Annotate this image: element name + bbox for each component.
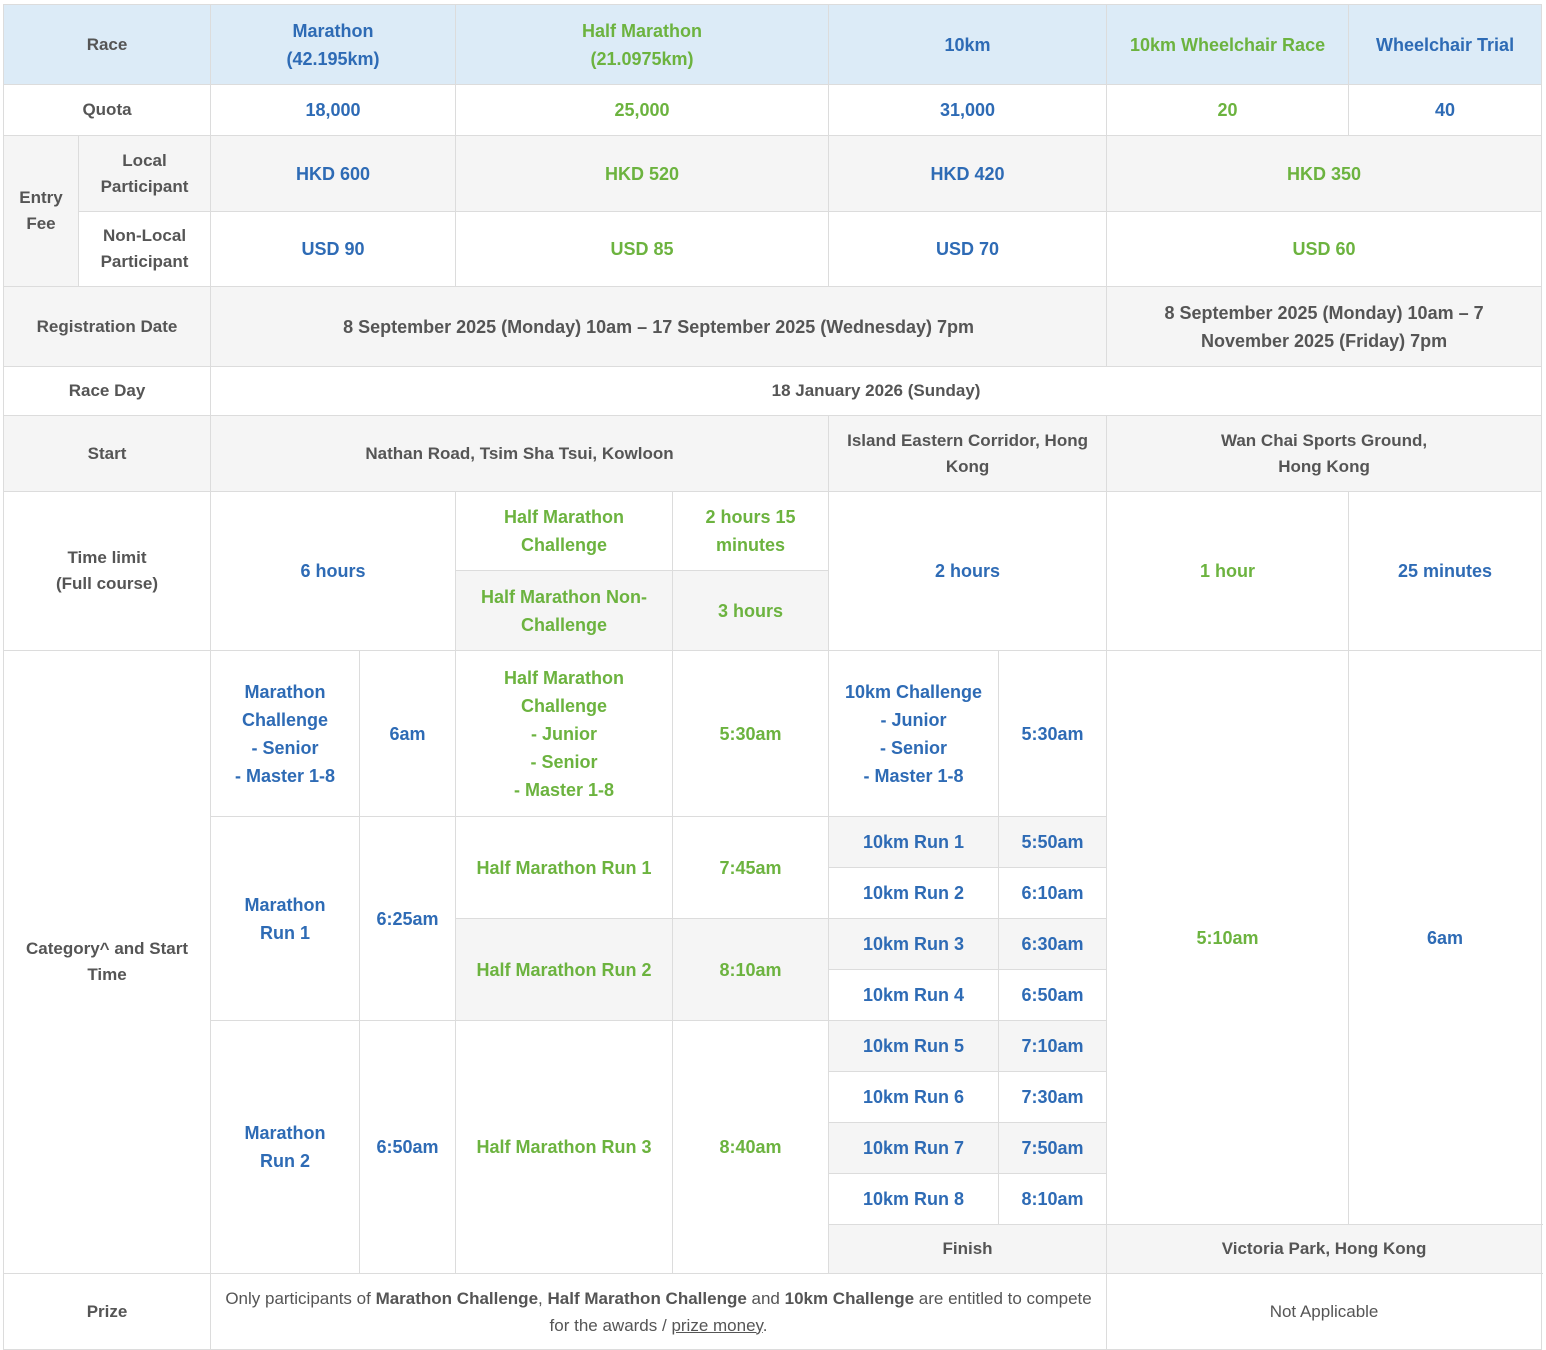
10km-challenge-time: 5:30am bbox=[999, 651, 1107, 817]
wheelchair-start-time: 5:10am bbox=[1107, 651, 1349, 1225]
half-run-3-category: Half Marathon Run 3 bbox=[456, 1021, 673, 1274]
10km-run-2-time: 6:10am bbox=[999, 868, 1107, 919]
10km-run-6-category: 10km Run 6 bbox=[829, 1072, 999, 1123]
half-run-2-time: 8:10am bbox=[673, 919, 829, 1021]
marathon-challenge-category: Marathon Challenge - Senior - Master 1-8 bbox=[211, 651, 360, 817]
race-day-value: 18 January 2026 (Sunday) bbox=[211, 367, 1542, 416]
start-label: Start bbox=[4, 416, 211, 492]
entry-fee-label: Entry Fee bbox=[4, 136, 79, 287]
wheelchair-race-header: 10km Wheelchair Race bbox=[1107, 5, 1349, 85]
time-limit-row-1 bbox=[4, 492, 1542, 571]
time-limit-10km: 2 hours bbox=[829, 492, 1107, 651]
10km-run-5-category: 10km Run 5 bbox=[829, 1021, 999, 1072]
finish-value: Victoria Park, Hong Kong bbox=[1107, 1225, 1542, 1274]
header-row bbox=[4, 5, 1542, 85]
time-limit-wheelchair: 1 hour bbox=[1107, 492, 1349, 651]
half-challenge-label: Half Marathon Challenge bbox=[456, 492, 673, 571]
10km-run-7-time: 7:50am bbox=[999, 1123, 1107, 1174]
quota-label: Quota bbox=[4, 85, 211, 136]
marathon-challenge-time: 6am bbox=[360, 651, 456, 817]
half-marathon-header: Half Marathon (21.0975km) bbox=[456, 5, 829, 85]
entry-fee-local-row bbox=[4, 136, 1542, 212]
start-10km: Island Eastern Corridor, Hong Kong bbox=[829, 416, 1107, 492]
10km-run-1-category: 10km Run 1 bbox=[829, 817, 999, 868]
10km-run-3-category: 10km Run 3 bbox=[829, 919, 999, 970]
race-label: Race bbox=[4, 5, 211, 85]
prize-row bbox=[4, 1274, 1542, 1350]
10km-run-6-time: 7:30am bbox=[999, 1072, 1107, 1123]
quota-10km: 31,000 bbox=[829, 85, 1107, 136]
nonlocal-participant-label: Non-Local Participant bbox=[79, 212, 211, 287]
quota-wheelchair: 20 bbox=[1107, 85, 1349, 136]
half-challenge-time: 2 hours 15 minutes bbox=[673, 492, 829, 571]
marathon-header: Marathon (42.195km) bbox=[211, 5, 456, 85]
quota-half: 25,000 bbox=[456, 85, 829, 136]
local-participant-label: Local Participant bbox=[79, 136, 211, 212]
marathon-run-1-time: 6:25am bbox=[360, 817, 456, 1021]
half-run-2-category: Half Marathon Run 2 bbox=[456, 919, 673, 1021]
half-nonchallenge-label: Half Marathon Non- Challenge bbox=[456, 571, 673, 651]
marathon-run-2-category: Marathon Run 2 bbox=[211, 1021, 360, 1274]
race-day-row bbox=[4, 367, 1542, 416]
category-label: Category^ and Start Time bbox=[4, 651, 211, 1274]
wheelchair-trial-header: Wheelchair Trial bbox=[1349, 5, 1542, 85]
10km-run-4-time: 6:50am bbox=[999, 970, 1107, 1021]
time-limit-trial: 25 minutes bbox=[1349, 492, 1542, 651]
trial-start-time: 6am bbox=[1349, 651, 1542, 1225]
fee-local-marathon: HKD 600 bbox=[211, 136, 456, 212]
fee-nonlocal-10km: USD 70 bbox=[829, 212, 1107, 287]
10km-run-8-time: 8:10am bbox=[999, 1174, 1107, 1225]
10km-header: 10km bbox=[829, 5, 1107, 85]
fee-local-10km: HKD 420 bbox=[829, 136, 1107, 212]
prize-wheelchair: Not Applicable bbox=[1107, 1274, 1542, 1350]
time-limit-label: Time limit (Full course) bbox=[4, 492, 211, 651]
quota-trial: 40 bbox=[1349, 85, 1542, 136]
prize-description: Only participants of Marathon Challenge, Half Marathon Challenge and 10km Challenge are entitled to compete for the awards / prize money. bbox=[211, 1274, 1107, 1350]
registration-row bbox=[4, 287, 1542, 367]
start-main: Nathan Road, Tsim Sha Tsui, Kowloon bbox=[211, 416, 829, 492]
prize-label: Prize bbox=[4, 1274, 211, 1350]
prize-money-link[interactable]: prize money bbox=[671, 1315, 763, 1335]
race-info-table bbox=[3, 4, 1542, 1350]
entry-fee-nonlocal-row bbox=[4, 212, 1542, 287]
start-row bbox=[4, 416, 1542, 492]
marathon-run-1-category: Marathon Run 1 bbox=[211, 817, 360, 1021]
registration-wheelchair: 8 September 2025 (Monday) 10am – 7 November 2025 (Friday) 7pm bbox=[1107, 287, 1542, 367]
10km-run-7-category: 10km Run 7 bbox=[829, 1123, 999, 1174]
marathon-run-2-time: 6:50am bbox=[360, 1021, 456, 1274]
10km-run-4-category: 10km Run 4 bbox=[829, 970, 999, 1021]
quota-row bbox=[4, 85, 1542, 136]
start-wheelchair: Wan Chai Sports Ground, Hong Kong bbox=[1107, 416, 1542, 492]
half-run-3-time: 8:40am bbox=[673, 1021, 829, 1274]
category-row-1 bbox=[4, 651, 1542, 817]
half-challenge-start-time: 5:30am bbox=[673, 651, 829, 817]
finish-label: Finish bbox=[829, 1225, 1107, 1274]
fee-local-half: HKD 520 bbox=[456, 136, 829, 212]
10km-run-8-category: 10km Run 8 bbox=[829, 1174, 999, 1225]
time-limit-marathon: 6 hours bbox=[211, 492, 456, 651]
10km-run-3-time: 6:30am bbox=[999, 919, 1107, 970]
fee-nonlocal-half: USD 85 bbox=[456, 212, 829, 287]
half-run-1-category: Half Marathon Run 1 bbox=[456, 817, 673, 919]
registration-main: 8 September 2025 (Monday) 10am – 17 September 2025 (Wednesday) 7pm bbox=[211, 287, 1107, 367]
10km-challenge-category: 10km Challenge - Junior - Senior - Master 1-8 bbox=[829, 651, 999, 817]
registration-label: Registration Date bbox=[4, 287, 211, 367]
half-run-1-time: 7:45am bbox=[673, 817, 829, 919]
fee-nonlocal-marathon: USD 90 bbox=[211, 212, 456, 287]
race-day-label: Race Day bbox=[4, 367, 211, 416]
fee-local-wheelchair: HKD 350 bbox=[1107, 136, 1542, 212]
half-challenge-category: Half Marathon Challenge - Junior - Senior - Master 1-8 bbox=[456, 651, 673, 817]
10km-run-5-time: 7:10am bbox=[999, 1021, 1107, 1072]
fee-nonlocal-wheelchair: USD 60 bbox=[1107, 212, 1542, 287]
10km-run-1-time: 5:50am bbox=[999, 817, 1107, 868]
quota-marathon: 18,000 bbox=[211, 85, 456, 136]
10km-run-2-category: 10km Run 2 bbox=[829, 868, 999, 919]
half-nonchallenge-time: 3 hours bbox=[673, 571, 829, 651]
